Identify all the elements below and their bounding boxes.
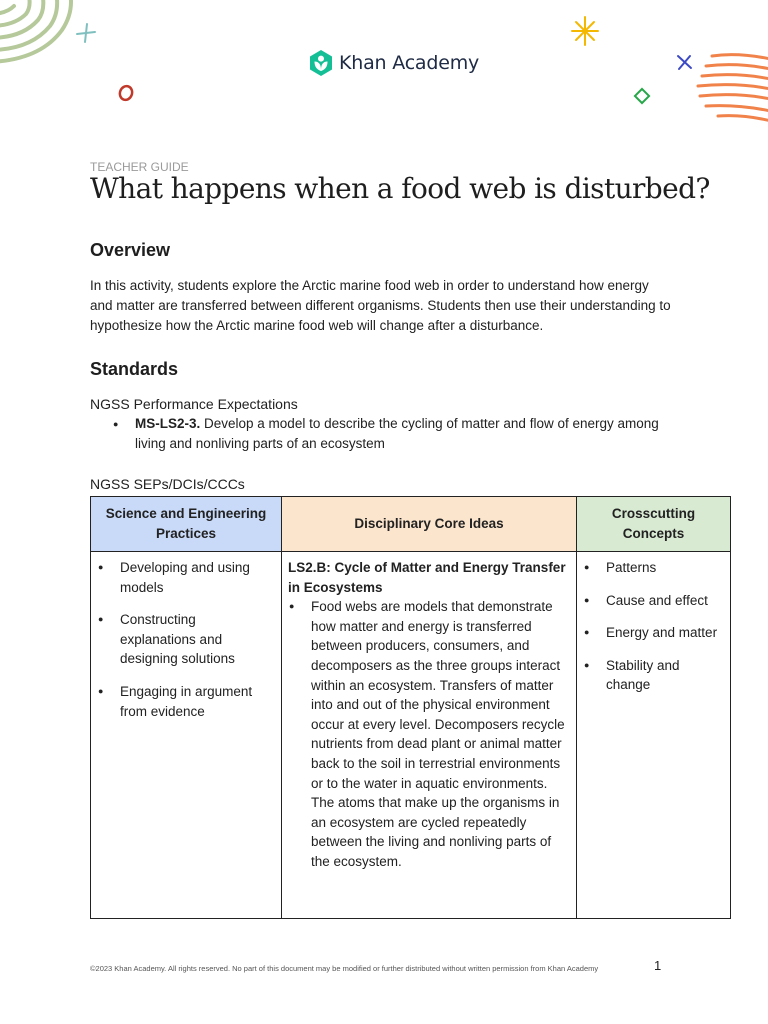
list-item: ● Food webs are models that demonstrate how matter and energy is transferred between producers, consumers, and decomposers as the three groups interact within an ecosystem. Transfers of matter into and out of the physical environment occur at every level. Decomposers recycle nutrients from dead plant or animal matter back to the soil in terrestrial environments or to the water in aquatic environments. The atoms that make up the organisms in an ecosystem are cycled repeatedly between the living and nonliving parts of the ecosystem.: [288, 597, 570, 871]
table-header-row: [91, 497, 731, 552]
green-diamond-doodle: [635, 89, 649, 103]
list-item: ● Constructing explanations and designing solutions: [97, 610, 275, 669]
copyright-footer: ©2023 Khan Academy. All rights reserved. No part of this document may be modified or further distributed without written permission from Khan Academy: [90, 964, 599, 973]
list-item: ● Patterns: [583, 558, 724, 578]
concepts-cell: [577, 552, 731, 919]
list-item: [111, 414, 671, 454]
page-number: 1: [654, 958, 662, 973]
core-ideas-list: [288, 597, 570, 871]
page-title: What happens when a food web is disturbed?: [90, 172, 710, 205]
green-spiral-doodle: [0, 0, 71, 62]
orange-scribble-doodle: [698, 55, 768, 122]
concepts-list: [583, 558, 724, 695]
document-eyebrow: TEACHER GUIDE: [90, 160, 189, 174]
list-item: ● Cause and effect: [583, 591, 724, 611]
overview-heading: Overview: [90, 240, 171, 260]
khan-academy-hexagon-icon: [309, 50, 333, 76]
list-item: ● Energy and matter: [583, 623, 724, 643]
khan-academy-logo: [309, 50, 479, 76]
standard-code: MS-LS2-3.: [135, 416, 201, 431]
list-item: ● Engaging in argument from evidence: [97, 682, 275, 721]
sep-dci-ccc-label: NGSS SEPs/DCIs/CCCs: [90, 476, 245, 492]
blue-x-icon: [678, 56, 691, 69]
teal-plus-icon: [77, 24, 95, 42]
header-practices: Science and Engineering Practices: [91, 497, 282, 552]
list-item: ● Developing and using models: [97, 558, 275, 597]
list-item: ● Stability and change: [583, 656, 724, 695]
header-core-ideas: Disciplinary Core Ideas: [282, 497, 577, 552]
brand-name: Khan Academy: [339, 52, 480, 74]
performance-expectations-list: [111, 414, 671, 454]
overview-text: In this activity, students explore the Arctic marine food web in order to understand how energy and matter are transferred between different organisms. Students then use their understanding to hypothesize how the Arctic marine food web will change after a disturbance.: [90, 278, 671, 333]
header-crosscutting-concepts: Crosscutting Concepts: [577, 497, 731, 552]
standard-text: Develop a model to describe the cycling of matter and flow of energy among living and nonliving parts of an ecosystem: [135, 416, 659, 451]
performance-expectations-label: NGSS Performance Expectations: [90, 396, 298, 412]
dci-title: LS2.B: Cycle of Matter and Energy Transfer in Ecosystems: [288, 560, 566, 595]
yellow-star-icon: [572, 17, 598, 45]
practices-list: [97, 558, 275, 721]
practices-cell: [91, 552, 282, 919]
standards-table: [90, 496, 731, 919]
core-ideas-cell: [282, 552, 577, 919]
table-row: [91, 552, 731, 919]
red-circle-doodle: [118, 84, 134, 101]
standards-heading: Standards: [90, 359, 179, 379]
